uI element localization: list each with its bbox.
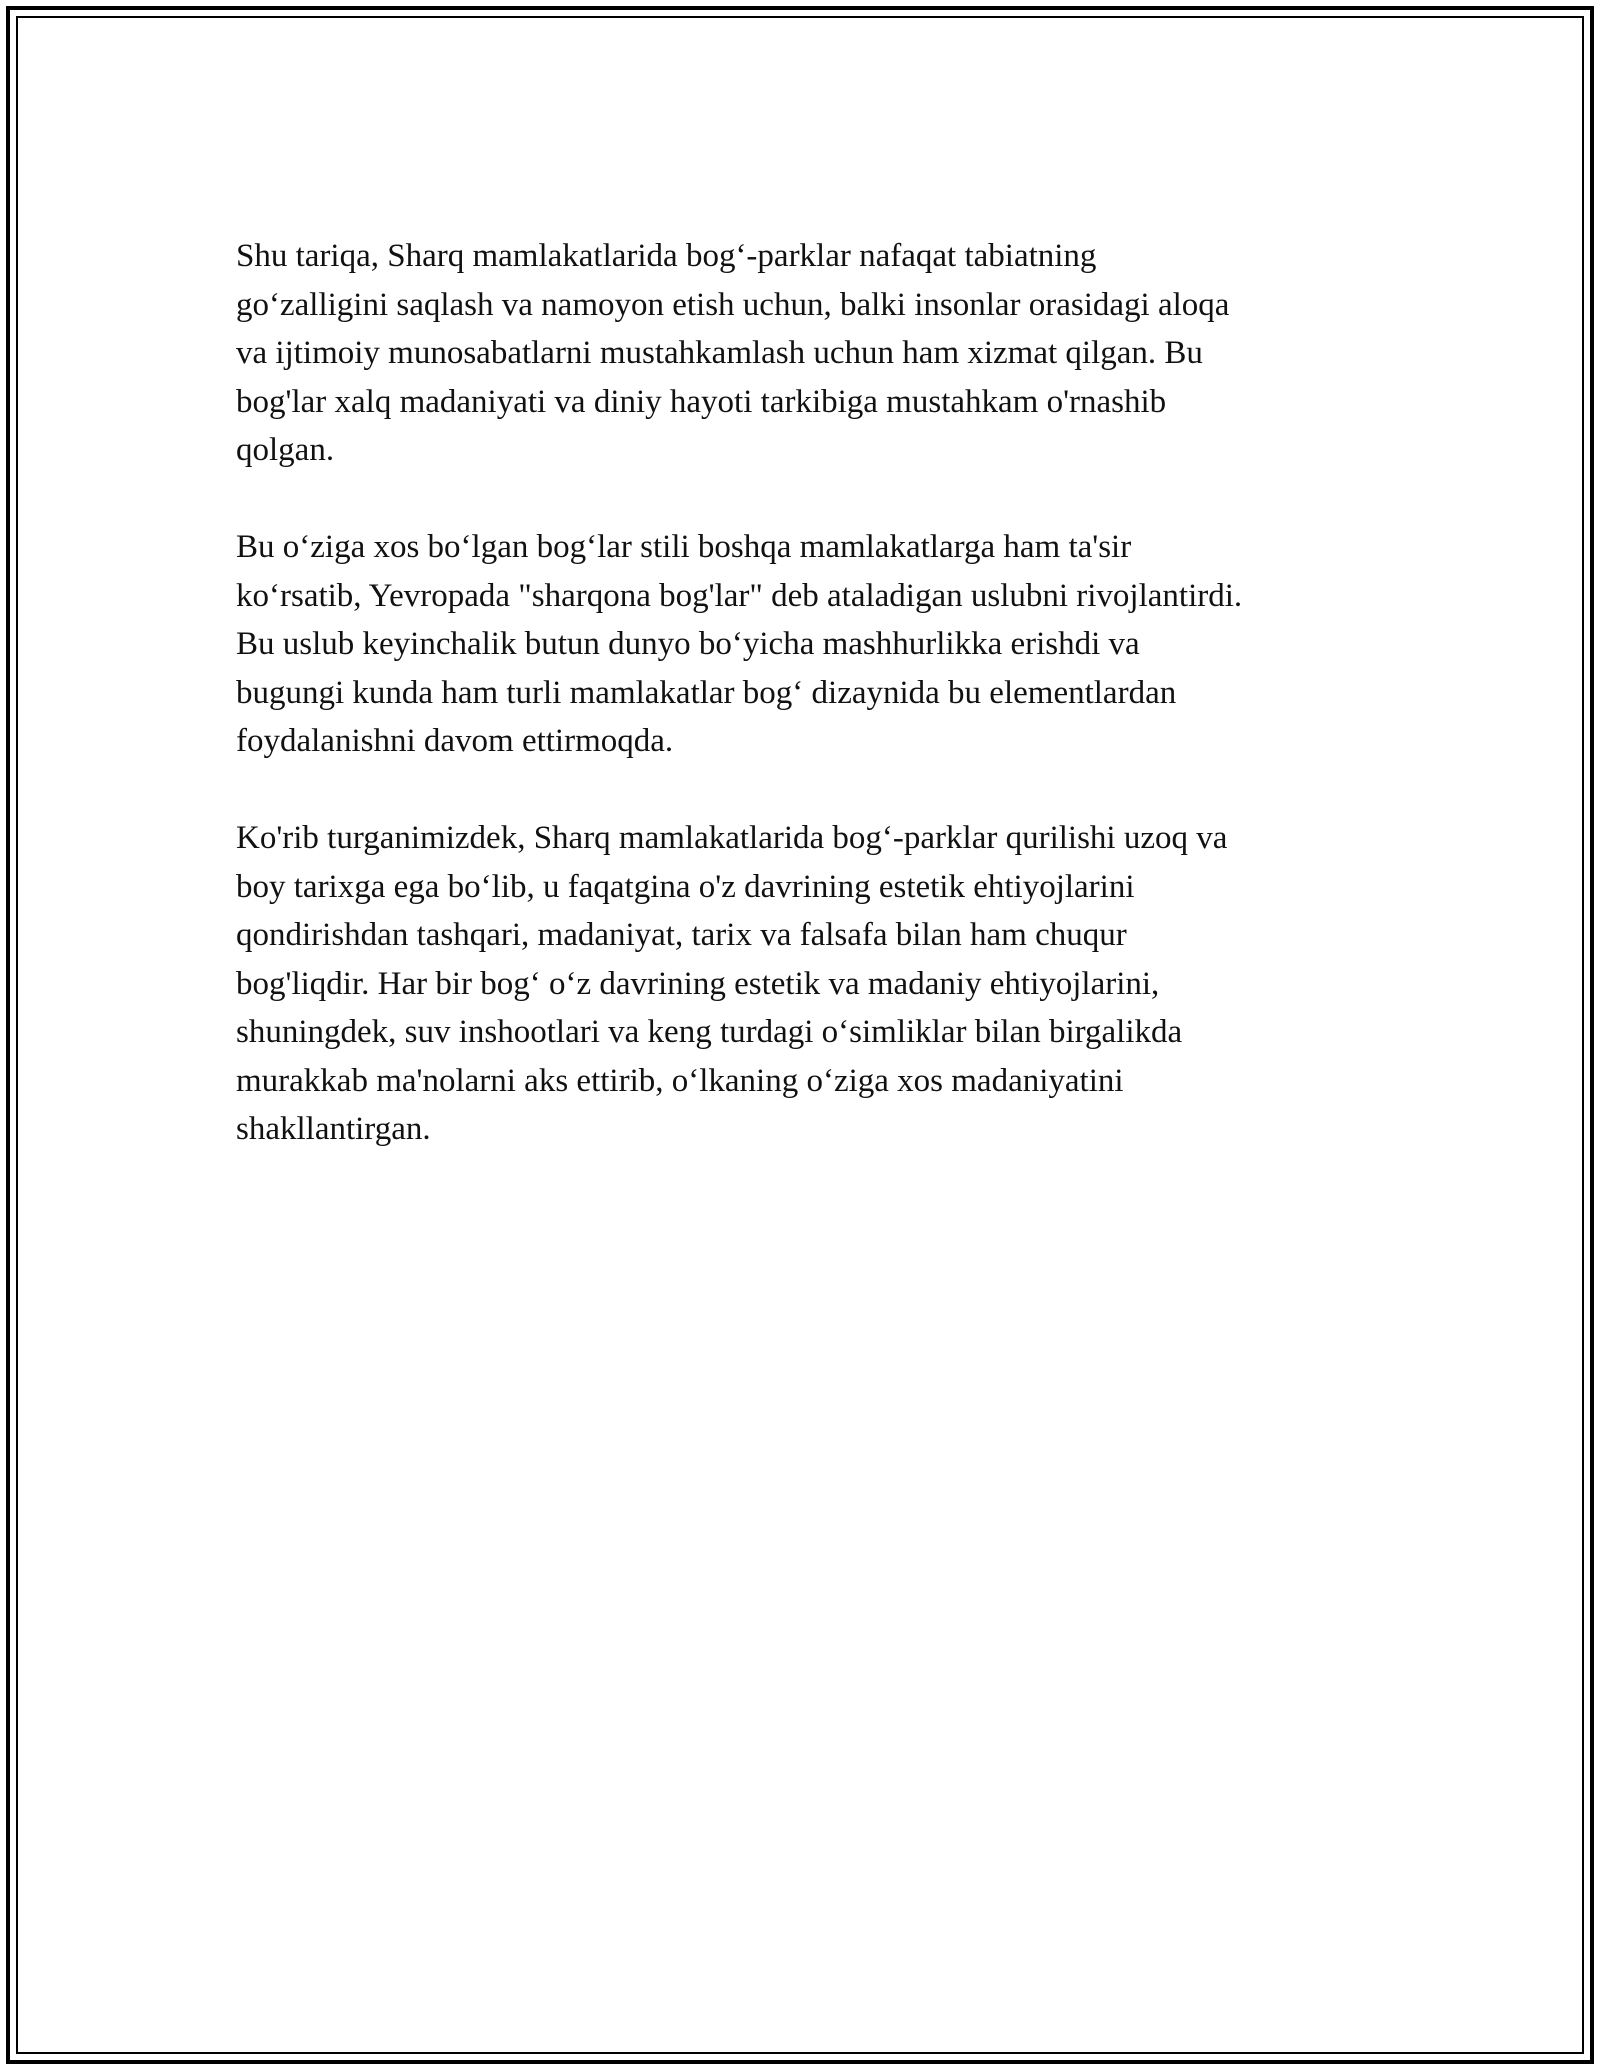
paragraph-line: va ijtimoiy munosabatlarni mustahkamlash uchun ham xizmat qilgan. Bu	[236, 335, 1203, 371]
paragraph-line: go‘zalligini saqlash va namoyon etish uchun, balki insonlar orasidagi aloqa	[236, 286, 1230, 323]
paragraph-line: ko‘rsatib, Yevropada "sharqona bog'lar" deb ataladigan uslubni rivojlantirdi.	[236, 577, 1243, 614]
paragraph-line: shuningdek, suv inshootlari va keng turdagi o‘simliklar bilan birgalikda	[236, 1014, 1183, 1050]
document-body	[236, 232, 1376, 1202]
paragraph-line: Ko'rib turganimizdek, Sharq mamlakatlarida bog‘-parklar qurilishi uzoq va	[236, 820, 1228, 856]
paragraph-line: foydalanishni davom ettirmoqda.	[236, 723, 674, 759]
paragraph-line: qondirishdan tashqari, madaniyat, tarix va falsafa bilan ham chuqur	[236, 917, 1127, 953]
paragraph-line: boy tarixga ega bo‘lib, u faqatgina o'z davrining estetik ehtiyojlarini	[236, 868, 1135, 905]
paragraph-line: Bu o‘ziga xos bo‘lgan bog‘lar stili boshqa mamlakatlarga ham ta'sir	[236, 529, 1132, 565]
paragraph-line: qolgan.	[236, 432, 335, 468]
paragraph-line: bog'liqdir. Har bir bog‘ o‘z davrining estetik va madaniy ehtiyojlarini,	[236, 965, 1160, 1002]
paragraph-1	[236, 232, 1376, 475]
paragraph-line: bog'lar xalq madaniyati va diniy hayoti tarkibiga mustahkam o'rnashib	[236, 383, 1167, 420]
paragraph-line: bugungi kunda ham turli mamlakatlar bog‘ dizaynida bu elementlardan	[236, 674, 1177, 711]
paragraph-3	[236, 814, 1376, 1154]
paragraph-line: Shu tariqa, Sharq mamlakatlarida bog‘-parklar nafaqat tabiatning	[236, 238, 1097, 274]
paragraph-2	[236, 523, 1376, 766]
paragraph-line: Bu uslub keyinchalik butun dunyo bo‘yicha mashhurlikka erishdi va	[236, 626, 1140, 662]
paragraph-line: shakllantirgan.	[236, 1111, 431, 1147]
paragraph-line: murakkab ma'nolarni aks ettirib, o‘lkaning o‘ziga xos madaniyatini	[236, 1062, 1124, 1099]
